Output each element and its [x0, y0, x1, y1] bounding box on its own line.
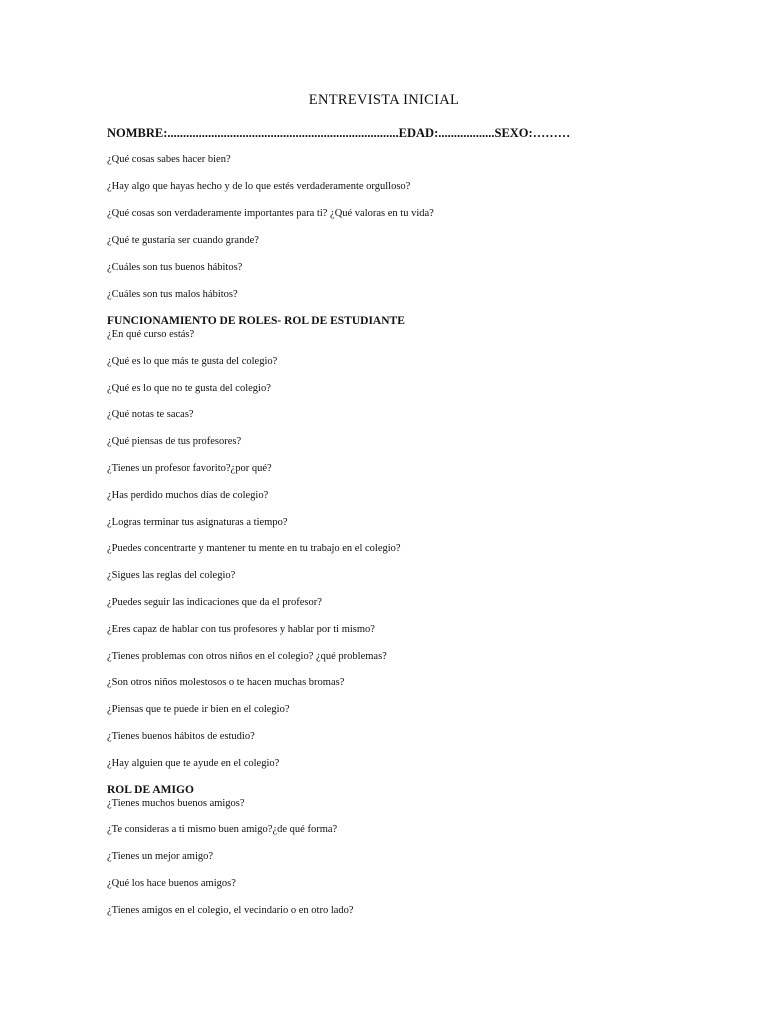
document-title: ENTREVISTA INICIAL	[308, 92, 460, 108]
question-item: ¿Son otros niños molestosos o te hacen muchas bromas?	[107, 677, 345, 688]
question-item: ¿Tienes buenos hábitos de estudio?	[107, 731, 255, 742]
question-item: ¿Sigues las reglas del colegio?	[107, 570, 236, 581]
question-item: ¿Hay alguien que te ayude en el colegio?	[107, 758, 280, 769]
name-age-sex-line: NOMBRE:..........................................................................EDAD:..................SEXO:………	[107, 126, 571, 140]
question-item: ¿Qué es lo que no te gusta del colegio?	[107, 383, 271, 394]
section-heading-student-role: FUNCIONAMIENTO DE ROLES- ROL DE ESTUDIANTE	[107, 315, 405, 327]
question-item: ¿Has perdido muchos días de colegio?	[107, 490, 269, 501]
question-item: ¿Puedes concentrarte y mantener tu mente en tu trabajo en el colegio?	[107, 543, 401, 554]
section-heading-friend-role: ROL DE AMIGO	[107, 784, 194, 796]
question-item: ¿Qué es lo que más te gusta del colegio?	[107, 356, 278, 367]
question-item: ¿Tienes un profesor favorito?¿por qué?	[107, 463, 272, 474]
question-item: ¿Tienes amigos en el colegio, el vecindario o en otro lado?	[107, 905, 354, 916]
question-item: ¿En qué curso estás?	[107, 329, 195, 340]
question-item: ¿Qué cosas son verdaderamente importantes para ti? ¿Qué valoras en tu vida?	[107, 208, 434, 219]
question-item: ¿Eres capaz de hablar con tus profesores y hablar por ti mismo?	[107, 624, 375, 635]
question-item: ¿Qué piensas de tus profesores?	[107, 436, 242, 447]
question-item: ¿Puedes seguir las indicaciones que da el profesor?	[107, 597, 322, 608]
question-item: ¿Hay algo que hayas hecho y de lo que estés verdaderamente orgulloso?	[107, 181, 411, 192]
question-item: ¿Cuáles son tus buenos hábitos?	[107, 262, 243, 273]
question-item: ¿Piensas que te puede ir bien en el colegio?	[107, 704, 290, 715]
question-item: ¿Cuáles son tus malos hábitos?	[107, 289, 238, 300]
question-item: ¿Tienes muchos buenos amigos?	[107, 798, 245, 809]
question-item: ¿Qué los hace buenos amigos?	[107, 878, 236, 889]
question-item: ¿Tienes un mejor amigo?	[107, 851, 214, 862]
question-item: ¿Qué cosas sabes hacer bien?	[107, 154, 231, 165]
question-item: ¿Logras terminar tus asignaturas a tiempo?	[107, 517, 288, 528]
question-item: ¿Tienes problemas con otros niños en el colegio? ¿qué problemas?	[107, 651, 387, 662]
question-item: ¿Qué te gustaría ser cuando grande?	[107, 235, 259, 246]
question-item: ¿Te consideras a ti mismo buen amigo?¿de qué forma?	[107, 824, 338, 835]
question-item: ¿Qué notas te sacas?	[107, 409, 194, 420]
